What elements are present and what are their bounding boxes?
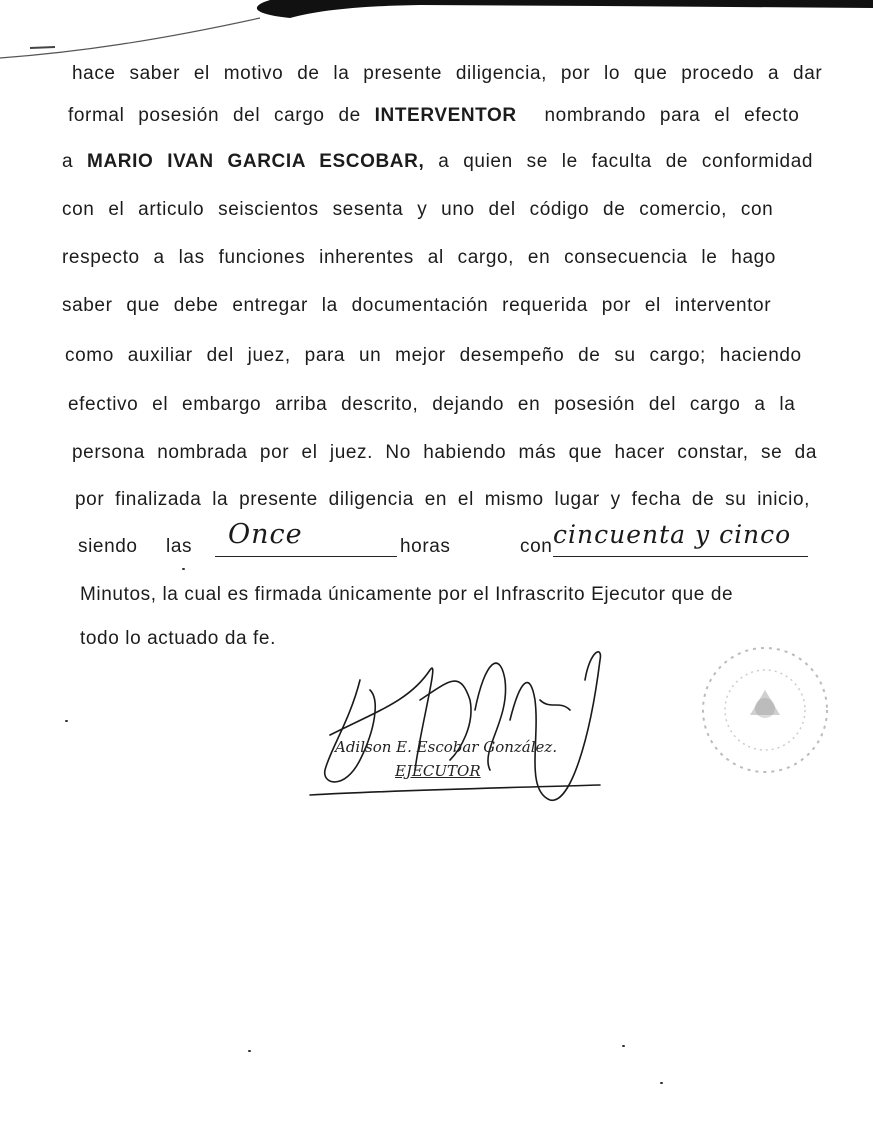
text-segment: efectivo el embargo arriba descrito, dejando en posesión del cargo a la [68,394,796,415]
hours-handwritten: Once [228,519,303,550]
siendo-label: siendo [78,536,138,557]
minutes-handwritten: cincuenta y cinco [553,520,792,549]
text-segment: persona nombrada por el juez. No habiendo más que hacer constar, se da [72,442,817,463]
text-segment: hace saber el motivo de la presente diligencia, por lo que procedo a dar [72,63,823,84]
con-label: con [520,536,553,557]
las-label: las [166,536,193,557]
text-segment: por finalizada la presente diligencia en el mismo lugar y fecha de su inicio, [75,489,810,510]
line-text [72,62,822,86]
text-segment: formal posesión del cargo de [68,105,375,126]
text-segment: a quien se le faculta de conformidad [424,151,814,172]
hours-underline [215,556,397,557]
handwritten-signature [300,640,620,810]
minutes-underline [553,556,808,557]
speck [622,1045,625,1047]
line-text [68,104,799,128]
text-segment: saber que debe entregar la documentación requerida por el interventor [62,295,772,316]
speck [248,1050,251,1052]
text-segment: respecto a las funciones inherentes al cargo, en consecuencia le hago [62,247,776,268]
speck [65,720,68,722]
text-segment: a [62,151,88,172]
line-text [65,344,802,368]
official-seal-stamp [690,640,840,790]
bold-text: MARIO IVAN GARCIA ESCOBAR, [87,151,425,172]
line-text [68,393,795,417]
line-text [62,198,773,222]
text-segment: como auxiliar del juez, para un mejor desempeño de su cargo; haciendo [65,345,802,366]
text-segment: nombrando para el efecto [516,105,800,126]
signature-name: Adilson E. Escobar González. [335,738,558,756]
line-text [72,441,817,465]
line-text [75,488,810,512]
speck [660,1082,663,1084]
line-text [62,294,771,318]
scan-top-edge [0,0,873,60]
speck [182,568,185,570]
line-text [62,246,776,270]
horas-label: horas [400,536,451,557]
line-text [62,150,813,174]
bold-text: INTERVENTOR [374,105,517,126]
signature-title: EJECUTOR [395,762,481,780]
text-segment: con el articulo seiscientos sesenta y uno del código de comercio, con [62,199,774,220]
